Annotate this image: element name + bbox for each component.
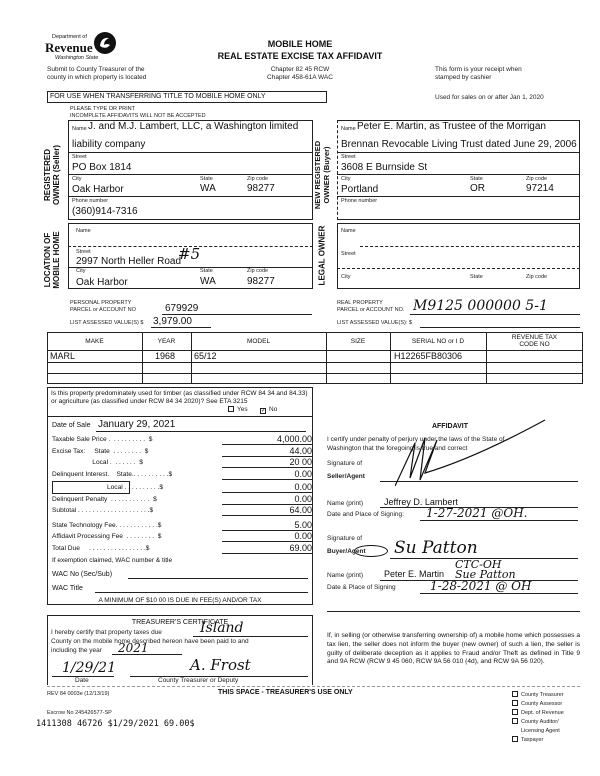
copy-county-treasurer[interactable]: County Treasurer [512,691,564,700]
seller-phone-label: Phone number [72,198,109,204]
form-title-2: REAL ESTATE EXCISE TAX AFFIDAVIT [217,51,383,61]
buyer-state-label: State [470,176,483,182]
seller-phone[interactable]: (360)914-7316 [72,206,138,217]
legal-owner-section-label: LEGAL OWNER [317,225,327,286]
seller-zip-label: Zip code [247,176,269,182]
form-title-1: MOBILE HOME [267,39,333,49]
fee-label: Delinquent Interest. State.. . . . . . . . . .$ [52,471,173,478]
seller-city[interactable]: Oak Harbor [72,184,124,195]
real-account-no[interactable]: M9125 000000 5-1 [413,298,548,314]
fee-label: Taxable Sale Price . . . . . . . . . . $ [52,436,153,443]
logo-state: Washington State [55,55,99,61]
seller-street-label: Street [72,154,87,160]
fee-label: Affidavit Processing Fee . . . . . . . . $ [52,533,162,540]
fee-value[interactable]: 5.00 [294,520,312,530]
location-section-label: LOCATION OF MOBILE HOME [43,231,61,289]
fee-value[interactable]: 4,000.00 [276,434,312,444]
seller-state-label: State [200,176,213,182]
personal-property-label: PERSONAL PROPERTY [70,300,132,306]
location-street-handwritten: #5 [178,245,201,263]
buyer-name[interactable]: Peter E. Martin, as Trustee of the Morrigan [357,121,546,132]
legal-street-label: Street [341,251,356,257]
buyer-name-print[interactable]: Peter E. Martin [384,569,445,579]
buyer-city-label: City [341,176,351,182]
seller-date-place-label: Date and Place of Signing: [327,511,404,518]
minimum-due-note: A MINIMUM OF $10 00 IS DUE IN FEE(S) AND/OR TAX [98,597,262,604]
seller-date-place[interactable]: 1-27-2021 @OH. [426,506,528,520]
real-account-label: PARCEL or ACCOUNT NO. [337,307,405,313]
location-state-label: State [200,268,213,274]
location-city[interactable]: Oak Harbor [76,277,128,288]
fee-label: Delinquent Penalty . . . . . . . . . . . $ [52,496,157,503]
treasurer-sig-label: County Treasurer or Deputy [158,677,239,684]
buyer-name-print-label: Name (print) [327,572,364,579]
buyer-zip-label: Zip code [526,176,548,182]
chapter-wac: Chapter 458-61A WAC [267,74,333,81]
fee-label: Total Due . . . . . . . . . . . . . . . .$ [52,545,150,552]
fee-value[interactable]: 64.00 [289,505,312,515]
copy-county-auditor[interactable]: County Auditor/ [512,718,564,727]
seller-zip[interactable]: 98277 [247,183,275,194]
treasurer-line-3: including the year [51,647,102,654]
receipt-note-2: stamped by cashier [435,74,492,81]
fee-value[interactable]: 0.00 [294,494,312,504]
copy-dept-revenue[interactable]: Dept. of Revenue [512,709,564,718]
fee-value[interactable]: 20 00 [289,457,312,467]
logo-dept: Department of [52,34,87,40]
fee-label: Excise Tax: State . . . . . . . . $ [52,448,149,455]
seller-signature[interactable] [395,418,555,490]
seller-state[interactable]: WA [200,183,216,194]
agent-circle [354,545,388,557]
personal-account-no[interactable]: 679929 [165,303,199,314]
treasurer-title: TREASURER'S CERTIFICATE [131,619,229,626]
seller-name-print-label: Name (print) [327,500,364,507]
seller-name-label: Name [72,126,87,132]
treasurer-date-label: Date [75,677,89,684]
buyer-sig-label-1: Signature of [327,535,363,542]
buyer-name-handwritten: CTC-OH Sue Patton [455,558,516,581]
treasurer-signature[interactable]: A. Frost [190,656,251,674]
cell-model[interactable]: 65/12 [194,351,217,361]
copy-taxpayer[interactable]: Taxpayer [512,736,564,745]
buyer-phone-label: Phone number [341,198,378,204]
location-zip[interactable]: 98277 [247,276,275,287]
buyer-section-label: NEW REGISTERED OWNER (Buyer) [313,140,331,210]
buyer-zip[interactable]: 97214 [526,183,554,194]
location-street-label: Street [76,249,91,255]
submit-note-2: county in which property is located [47,74,147,81]
use-when-banner: FOR USE WHEN TRANSFERRING TITLE TO MOBILE HOME ONLY [50,93,266,100]
buyer-state[interactable]: OR [470,183,485,194]
seller-section-label: REGISTERED OWNER (Seller) [43,145,61,206]
seller-city-label: City [72,176,82,182]
cell-year[interactable]: 1968 [155,351,176,361]
buyer-date-place[interactable]: 1-28-2021 @ OH [430,579,532,593]
used-for-note: Used for sales on or after Jan 1, 2020 [435,94,544,101]
location-city-label: City [76,268,86,274]
legal-name-label: Name [341,228,356,234]
buyer-street[interactable]: 3608 E Burnside St [341,162,428,173]
legal-state-label: State [470,274,483,280]
cell-make[interactable]: MARL [50,351,76,361]
timber-question: Is this property predominately used for timber (as classified under RCW 84 34 and 84.33) or agriculture (as classified under RCW 84 34 2020)? See ETA 3215 [51,390,308,405]
incomplete-note: INCOMPLETE AFFIDAVITS WILL NOT BE ACCEPTED [70,113,206,119]
treasurer-year[interactable]: 2021 [118,641,149,655]
please-type: PLEASE TYPE OR PRINT [70,106,136,112]
col-size: SIZE [350,338,366,345]
seller-name[interactable]: J. and M.J. Lambert, LLC, a Washington limited [88,121,299,132]
wac-title-label: WAC Title [52,585,83,592]
col-serial: SERIAL NO or I D [411,338,465,345]
fee-label: Local . . . . . . . $ [52,459,143,466]
seller-name-print[interactable]: Jeffrey D. Lambert [384,497,458,507]
certify-line-2: Washington that the foregoing is true and correct [327,445,468,452]
buyer-name-label: Name [341,126,356,132]
fee-value[interactable]: 0.00 [294,469,312,479]
receipt-note-1: This form is your receipt when [435,66,522,73]
buyer-date-place-label: Date & Place of Signing [327,584,396,591]
col-year: YEAR [157,338,176,345]
col-make: MAKE [85,338,104,345]
real-property-label: REAL PROPERTY [337,300,383,306]
legal-city-label: City [341,274,351,280]
timber-yes[interactable]: Yes [228,406,248,413]
buyer-city[interactable]: Portland [341,184,379,195]
treasurer-county[interactable]: Island [200,620,244,636]
tax-lien-warning: If, in selling (or otherwise transferring ownership of) a mobile home which possesses a tax lien, the seller does not inform the buyer (new owner) of such a lien, the seller is guilty of deliberate deception as it applies to Fraud and/or Theft as defined in Title 9 and 9A RCW (RCW 9 45 060, RCW 9A 56 010 (4d), and RCW 9A 56 020). [327,632,580,666]
treasurer-line-1: I hereby certify that property taxes due [51,629,162,636]
personal-assessed-value[interactable]: 3,979.00 [153,316,192,327]
location-zip-label: Zip code [247,268,269,274]
cashier-stamp: 1411308 46726 $1/29/2021 69.00$ [36,719,195,729]
fee-value[interactable]: 0.00 [294,482,312,492]
fee-value[interactable]: 69.00 [289,543,312,553]
delinquent-blank-box[interactable] [52,481,130,494]
location-name-label: Name [76,228,91,234]
buyer-sig-label-2: Buyer/Agent [327,548,366,555]
seller-name-cont[interactable]: liability company [72,139,146,150]
treasurer-use-only: THIS SPACE - TREASURER'S USE ONLY [218,689,353,696]
legal-zip-label: Zip code [526,274,548,280]
seller-sig-label-2: Seller/Agent [327,473,365,480]
certify-line-1: I certify under penalty of perjury under the laws of the State of [327,436,505,443]
timber-no[interactable]: ✓ No [261,406,278,414]
copy-licensing-agent: Licensing Agent [521,728,560,734]
fee-label: Subtotal . . . . . . . . . . . . . . . . . . . .$ [52,507,154,514]
seller-sig-label-1: Signature of [327,460,363,467]
buyer-street-label: Street [341,154,356,160]
escrow-number: Escrow No 245426577-SP [47,710,112,716]
cell-serial[interactable]: H12265FB80306 [394,351,463,361]
buyer-name-cont[interactable]: Brennan Revocable Living Trust dated June 29, 2006 [341,139,577,150]
exemption-label: If exemption claimed, WAC number & title [52,557,173,564]
fee-value[interactable]: 44.00 [289,446,312,456]
wac-no-label: WAC No (Sec/Sub) [52,571,113,578]
personal-list-label: LIST ASSESSED VALUE(S) $ [70,320,144,326]
treasurer-date[interactable]: 1/29/21 [62,660,116,676]
col-revenue-code: REVENUE TAX CODE NO [511,334,558,348]
seller-street[interactable]: PO Box 1814 [72,162,132,173]
date-of-sale-label: Date of Sale [52,422,91,429]
personal-account-label: PARCEL or ACCOUNT NO [70,307,136,313]
form-revision: REV 84 0003e (12/13/19) [47,691,110,697]
fee-label: Local . . . . . . . . . .$ [52,484,164,491]
affidavit-title: AFFIDAVIT [431,423,469,430]
copy-county-assessor[interactable]: County Assessor [512,700,564,709]
real-list-label: LIST ASSESSED VALUE(S): $ [337,320,412,326]
location-state[interactable]: WA [200,276,216,287]
chapter-rcw: Chapter 82 45 RCW [270,66,330,73]
location-street[interactable]: 2997 North Heller Road [76,256,182,267]
copy-distribution [512,691,564,745]
fee-label: State Technology Fee. . . . . . . . . . . .$ [52,522,162,529]
col-model: MODEL [246,338,271,345]
treasurer-line-2: County on the mobile home described hereon have been paid to and [51,638,249,645]
date-of-sale[interactable]: January 29, 2021 [98,419,176,430]
logo-revenue: Revenue [45,40,93,55]
submit-note-1: Submit to County Treasurer of the [47,66,145,73]
buyer-signature[interactable]: Su Patton [394,538,478,558]
fee-value[interactable]: 0.00 [294,531,312,541]
